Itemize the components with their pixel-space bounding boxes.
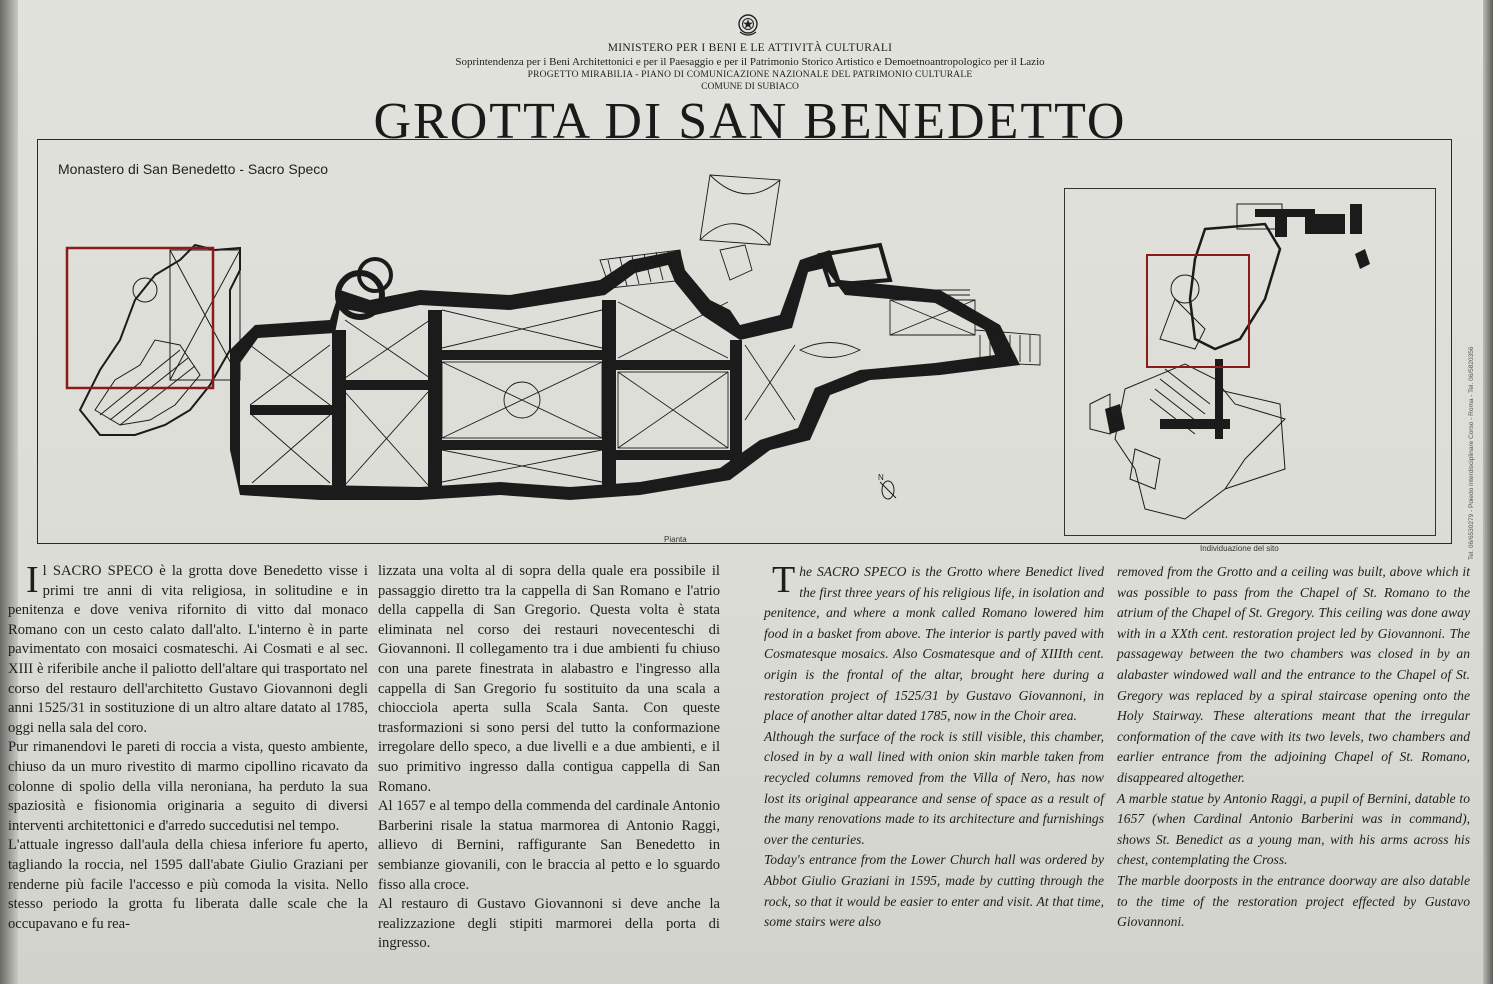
dropcap: T (772, 559, 796, 601)
italian-text-column-2 (378, 562, 720, 954)
soprintendenza-line: Soprintendenza per i Beni Architettonici e per il Paesaggio e per il Patrimonio Storico Artistico e Demoetnoantropologico per il Lazio (455, 56, 1045, 68)
site-caption: Individuazione del sito (1200, 544, 1279, 553)
english-paragraph: The marble doorposts in the entrance doorway are also datable to the time of the restoration project effected by Gustavo Giovannoni. (1117, 872, 1470, 930)
site-highlight-box (1147, 255, 1249, 367)
plan-caption: Pianta (664, 535, 687, 544)
english-paragraph: Today's entrance from the Lower Church hall was ordered by Abbot Giulio Graziani in 1595, made by cutting through the rock, so that it would be easier to enter and visit. At that time, some stairs were also (764, 852, 1104, 930)
italian-paragraph: lizzata una volta al di sopra della quale era possibile il passaggio diretto tra la cappella di San Romano e l'atrio della cappella di San Gregorio. Questa volta è stata eliminata nel corso dei restauri novecenteschi di Giovannoni. Il collegamento tra i due ambienti fu chiuso con una parete finestrata in alabastro e l'ingresso alla cappella di San Gregorio fu sostituito da una scala a chiocciola aperta sulla Scala Santa. Con queste trasformazioni si sono persi del tutto la conformazione irregolare dello speco, a due livelli e a due ambienti, e il suo primitivo ingresso dalla contigua cappella di San Romano. (378, 563, 720, 795)
plan-label: Monastero di San Benedetto - Sacro Speco (58, 161, 329, 177)
english-text-column-1 (764, 559, 1104, 933)
italian-paragraph: L'attuale ingresso dall'aula della chiesa inferiore fu aperto, tagliando la roccia, nel 1595 dall'abate Giulio Graziani per renderne più facile l'accesso e più comoda la visita. Nello stesso periodo la grotta fu liberata dalle scale che la occupavano e fu rea- (8, 837, 368, 932)
italian-republic-emblem-icon (735, 10, 761, 40)
page-title: GROTTA DI SAN BENEDETTO (373, 93, 1127, 150)
english-paragraph: removed from the Grotto and a ceiling was built, above which it was possible to pass from the Chapel of St. Romano to the atrium of the Chapel of St. Gregory. This ceiling was done away with in a XXth cent. restoration project led by Giovannoni. The passageway between the two chambers was closed in by an alabaster windowed wall and the entrance to the Chapel of St. Gregory was replaced by a spiral staircase opening onto the Holy Stairway. These alterations meant that the irregular conformation of the cave with its two levels, two chambers and earlier entrance from the adjoining Chapel of St. Romano, disappeared altogether. (1117, 564, 1470, 785)
english-paragraph: A marble statue by Antonio Raggi, a pupil of Bernini, datable to 1657 (when Cardinal Antonio Barberini was in command), shows St. Benedict as a young man, with his arms across his chest, contemplating the Cross. (1117, 790, 1470, 868)
italian-paragraph: Al restauro di Gustavo Giovannoni si deve anche la realizzazione degli stipiti marmorei della porta di ingresso. (378, 896, 720, 952)
italian-paragraph: Pur rimanendovi le pareti di roccia a vista, questo ambiente, chiuso da un muro rivestito di marmo cipollino ricavato da colonne di spolio della villa neroniana, ha perduto la sua spaziosità e fisionomia originaria a seguito di diversi interventi architettonici e d'arredo succedutisi nel tempo. (8, 739, 368, 834)
project-line: PROGETTO MIRABILIA - PIANO DI COMUNICAZIONE NAZIONALE DEL PATRIMONIO CULTURALE (527, 70, 973, 80)
italian-paragraph: Al 1657 e al tempo della commenda del cardinale Antonio Barberini risale la statua marmorea di Antonio Raggi, allievo di Bernini, raffigurante San Benedetto in sembianze giovanili, con le braccia al petto e lo sguardo fisso alla croce. (378, 798, 720, 893)
grotto-highlight-box (67, 248, 213, 388)
site-location-plan (1065, 189, 1435, 535)
north-arrow-icon (878, 473, 896, 499)
english-text-column-2 (1117, 562, 1470, 933)
italian-paragraph: Il SACRO SPECO è la grotta dove Benedetto visse i primi tre anni di vita religiosa, in solitudine e in penitenza e dove veniva rifornito di vitto dal monaco Romano con un cesto calato dall'alto. L'interno è in parte pavimentato con mosaici cosmateschi. Ai Cosmati e al sec. XIII è riferibile anche il paliotto dell'altare qui trasportato nel corso del restauro dell'architetto Gustavo Giovannoni degli anni 1525/31 in sostituzione di un altro altare datato al 1785, oggi nella sala del coro. (8, 559, 368, 736)
vertical-credit: Tel. 06/6530279 - Poiedo interdisciplinare Corso - Roma - Tel. 06/5820356 (1468, 346, 1475, 560)
panel-right-edge (1483, 0, 1493, 984)
english-paragraph: The SACRO SPECO is the Grotto where Benedict lived the first three years of his religious life, in isolation and penitence, and where a monk called Romano lowered him food in a basket from above. The interior is partly paved with Cosmatesque mosaics. Also Cosmatesque and of XIIIth cent. origin is the frontal of the altar, brought here during a restoration project of 1525/31 by Gustavo Giovannoni, in place of another altar dated 1785, now in the Choir area. (764, 559, 1104, 724)
svg-text:N: N (878, 473, 884, 482)
dropcap: I (26, 559, 39, 601)
italian-text-column-1 (8, 559, 368, 934)
comune-line: COMUNE DI SUBIACO (701, 82, 799, 92)
monastery-floor-plan (40, 150, 1050, 540)
ministry-line: MINISTERO PER I BENI E LE ATTIVITÀ CULTURALI (607, 42, 893, 54)
english-paragraph: Although the surface of the rock is still visible, this chamber, closed in by a wall lined with onion skin marble taken from recycled columns removed from the Villa of Nero, has now lost its original appearance and sense of space as a result of the many renovations made to its architecture and furnishings over the centuries. (764, 728, 1104, 847)
